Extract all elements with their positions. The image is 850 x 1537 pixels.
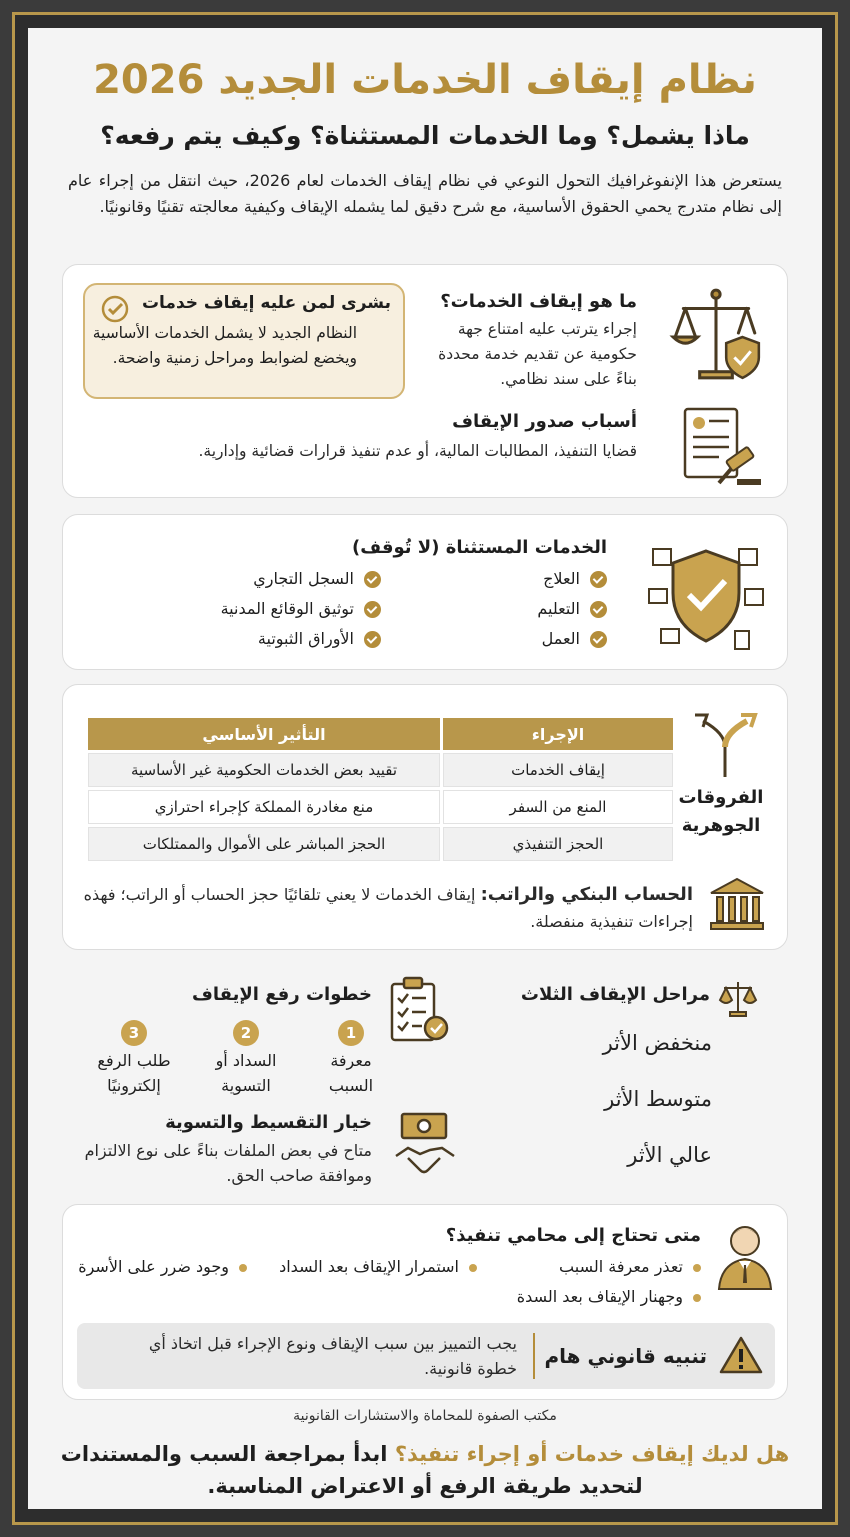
definition-card (62, 264, 788, 498)
stage-item: عالي الأثر (627, 1143, 712, 1167)
scales-shield-icon (665, 283, 767, 387)
lawyer-card (62, 1204, 788, 1400)
installment-text: متاح في بعض الملفات بناءً على نوع الالتزام وموافقة صاحب الحق. (84, 1141, 372, 1185)
bank-label: الحساب البنكي والراتب: (480, 884, 693, 905)
impact-cell: منع مغادرة المملكة كإجراء احترازي (88, 790, 440, 824)
warning-icon (719, 1335, 763, 1375)
reasons-text: قضايا التنفيذ، المطالبات المالية، أو عدم تنفيذ قرارات قضائية وإدارية. (198, 442, 637, 460)
alert-text: يجب التمييز بين سبب الإيقاف ونوع الإجراء قبل اتخاذ أي خطوة قانونية. (148, 1334, 517, 1378)
crossroad-arrows-icon (685, 707, 765, 779)
lawyer-bullet: تعذر معرفة السبب (559, 1255, 701, 1279)
stage-item: منخفض الأثر (602, 1031, 712, 1055)
cta-text: ابدأ بمراجعة السبب والمستندات لتحديد طريقة الرفع أو الاعتراض المناسبة. (60, 1442, 643, 1498)
step-label-3: طلب الرفع إلكترونيًا (97, 1051, 171, 1095)
step-number: 1 (338, 1020, 364, 1046)
legal-alert-box (77, 1323, 775, 1389)
exempt-item: توثيق الوقائع المدنية (221, 597, 381, 621)
document-gavel-icon (667, 405, 767, 489)
reasons-heading: أسباب صدور الإيقاف (452, 411, 637, 432)
bank-text: إيقاف الخدمات لا يعني تلقائيًا حجز الحساب أو الراتب؛ فهذه إجراءات تنفيذية منفصلة. (83, 885, 693, 931)
procedure-cell: المنع من السفر (443, 790, 673, 824)
exempt-item: التعليم (537, 597, 607, 621)
lawyer-bullet: وجهنار الإيقاف بعد السدة (517, 1285, 701, 1309)
lawyer-icon (713, 1219, 777, 1291)
exempt-item: الأوراق الثبوتية (258, 627, 381, 651)
exempt-item: السجل التجاري (253, 567, 381, 591)
step-label-2: السداد أو التسوية (215, 1051, 277, 1095)
procedure-cell: الحجز التنفيذي (443, 827, 673, 861)
stage-item: متوسط الأثر (604, 1087, 712, 1111)
exempt-heading: الخدمات المستثناة (لا تُوقف) (352, 537, 607, 558)
good-news-box (83, 283, 405, 399)
differences-heading-2: الجوهرية (681, 815, 761, 836)
table-row (88, 790, 673, 824)
exempt-services-card (62, 514, 788, 670)
stages-heading: مراحل الإيقاف الثلاث (520, 984, 710, 1005)
lawyer-bullet: وجود ضرر على الأسرة (78, 1255, 247, 1279)
col-header-impact: التأثير الأساسي (88, 718, 440, 750)
lawyer-bullet: استمرار الإيقاف بعد السداد (279, 1255, 477, 1279)
step-label-1: معرفة السبب (328, 1051, 374, 1095)
exempt-item: العلاج (543, 567, 607, 591)
step-number: 3 (121, 1020, 147, 1046)
impact-cell: الحجز المباشر على الأموال والممتلكات (88, 827, 440, 861)
page-subtitle: ماذا يشمل؟ وما الخدمات المستثناة؟ وكيف يتم رفعه؟ (100, 121, 750, 150)
good-news-text: النظام الجديد لا يشمل الخدمات الأساسية ويخضع لضوابط ومراحل زمنية واضحة. (92, 324, 357, 367)
definition-heading: ما هو إيقاف الخدمات؟ (440, 291, 637, 312)
definition-text: إجراء يترتب عليه امتناع جهة حكومية عن تقديم خدمة محددة بناءً على سند نظامي. (438, 320, 637, 388)
differences-card (62, 684, 788, 950)
shield-services-icon (647, 529, 765, 657)
checklist-icon (388, 976, 450, 1044)
table-row (88, 753, 673, 787)
check-icon (364, 601, 381, 618)
bank-note (83, 881, 693, 935)
alert-divider (533, 1333, 535, 1379)
differences-table (85, 715, 676, 864)
handshake-money-icon (394, 1110, 456, 1180)
infographic-page (28, 28, 822, 1509)
good-news-heading: بشرى لمن عليه إيقاف خدمات (141, 293, 391, 313)
step-number: 2 (233, 1020, 259, 1046)
exempt-item: العمل (542, 627, 607, 651)
intro-paragraph: يستعرض هذا الإنفوغرافيك التحول النوعي في نظام إيقاف الخدمات لعام 2026، حيث انتقل من إجراء عام إلى نظام متدرج يحمي الحقوق الأساسية، مع شرح دقيق لما يشمله الإيقاف وكيفية معالجته تقنيًا وقانونيًا. (68, 171, 783, 216)
office-name: مكتب الصفوة للمحاماة والاستشارات القانونية (293, 1408, 557, 1424)
procedure-cell: إيقاف الخدمات (443, 753, 673, 787)
check-icon (590, 631, 607, 648)
bank-icon (707, 875, 767, 933)
check-icon (364, 571, 381, 588)
small-scales-icon (718, 978, 758, 1018)
installment-heading: خيار التقسيط والتسوية (165, 1112, 372, 1133)
check-circle-icon (101, 295, 129, 323)
differences-heading-1: الفروقات (678, 787, 764, 808)
table-row (88, 827, 673, 861)
col-header-procedure: الإجراء (443, 718, 673, 750)
lawyer-heading: متى تحتاج إلى محامي تنفيذ؟ (445, 1225, 701, 1246)
check-icon (590, 571, 607, 588)
lifting-heading: خطوات رفع الإيقاف (192, 984, 372, 1005)
page-title: نظام إيقاف الخدمات الجديد 2026 (93, 57, 757, 103)
impact-cell: تقييد بعض الخدمات الحكومية غير الأساسية (88, 753, 440, 787)
check-icon (364, 631, 381, 648)
alert-title: تنبيه قانوني هام (544, 1344, 707, 1368)
check-icon (590, 601, 607, 618)
cta-question: هل لديك إيقاف خدمات أو إجراء تنفيذ؟ (394, 1442, 790, 1466)
call-to-action (58, 1438, 792, 1502)
